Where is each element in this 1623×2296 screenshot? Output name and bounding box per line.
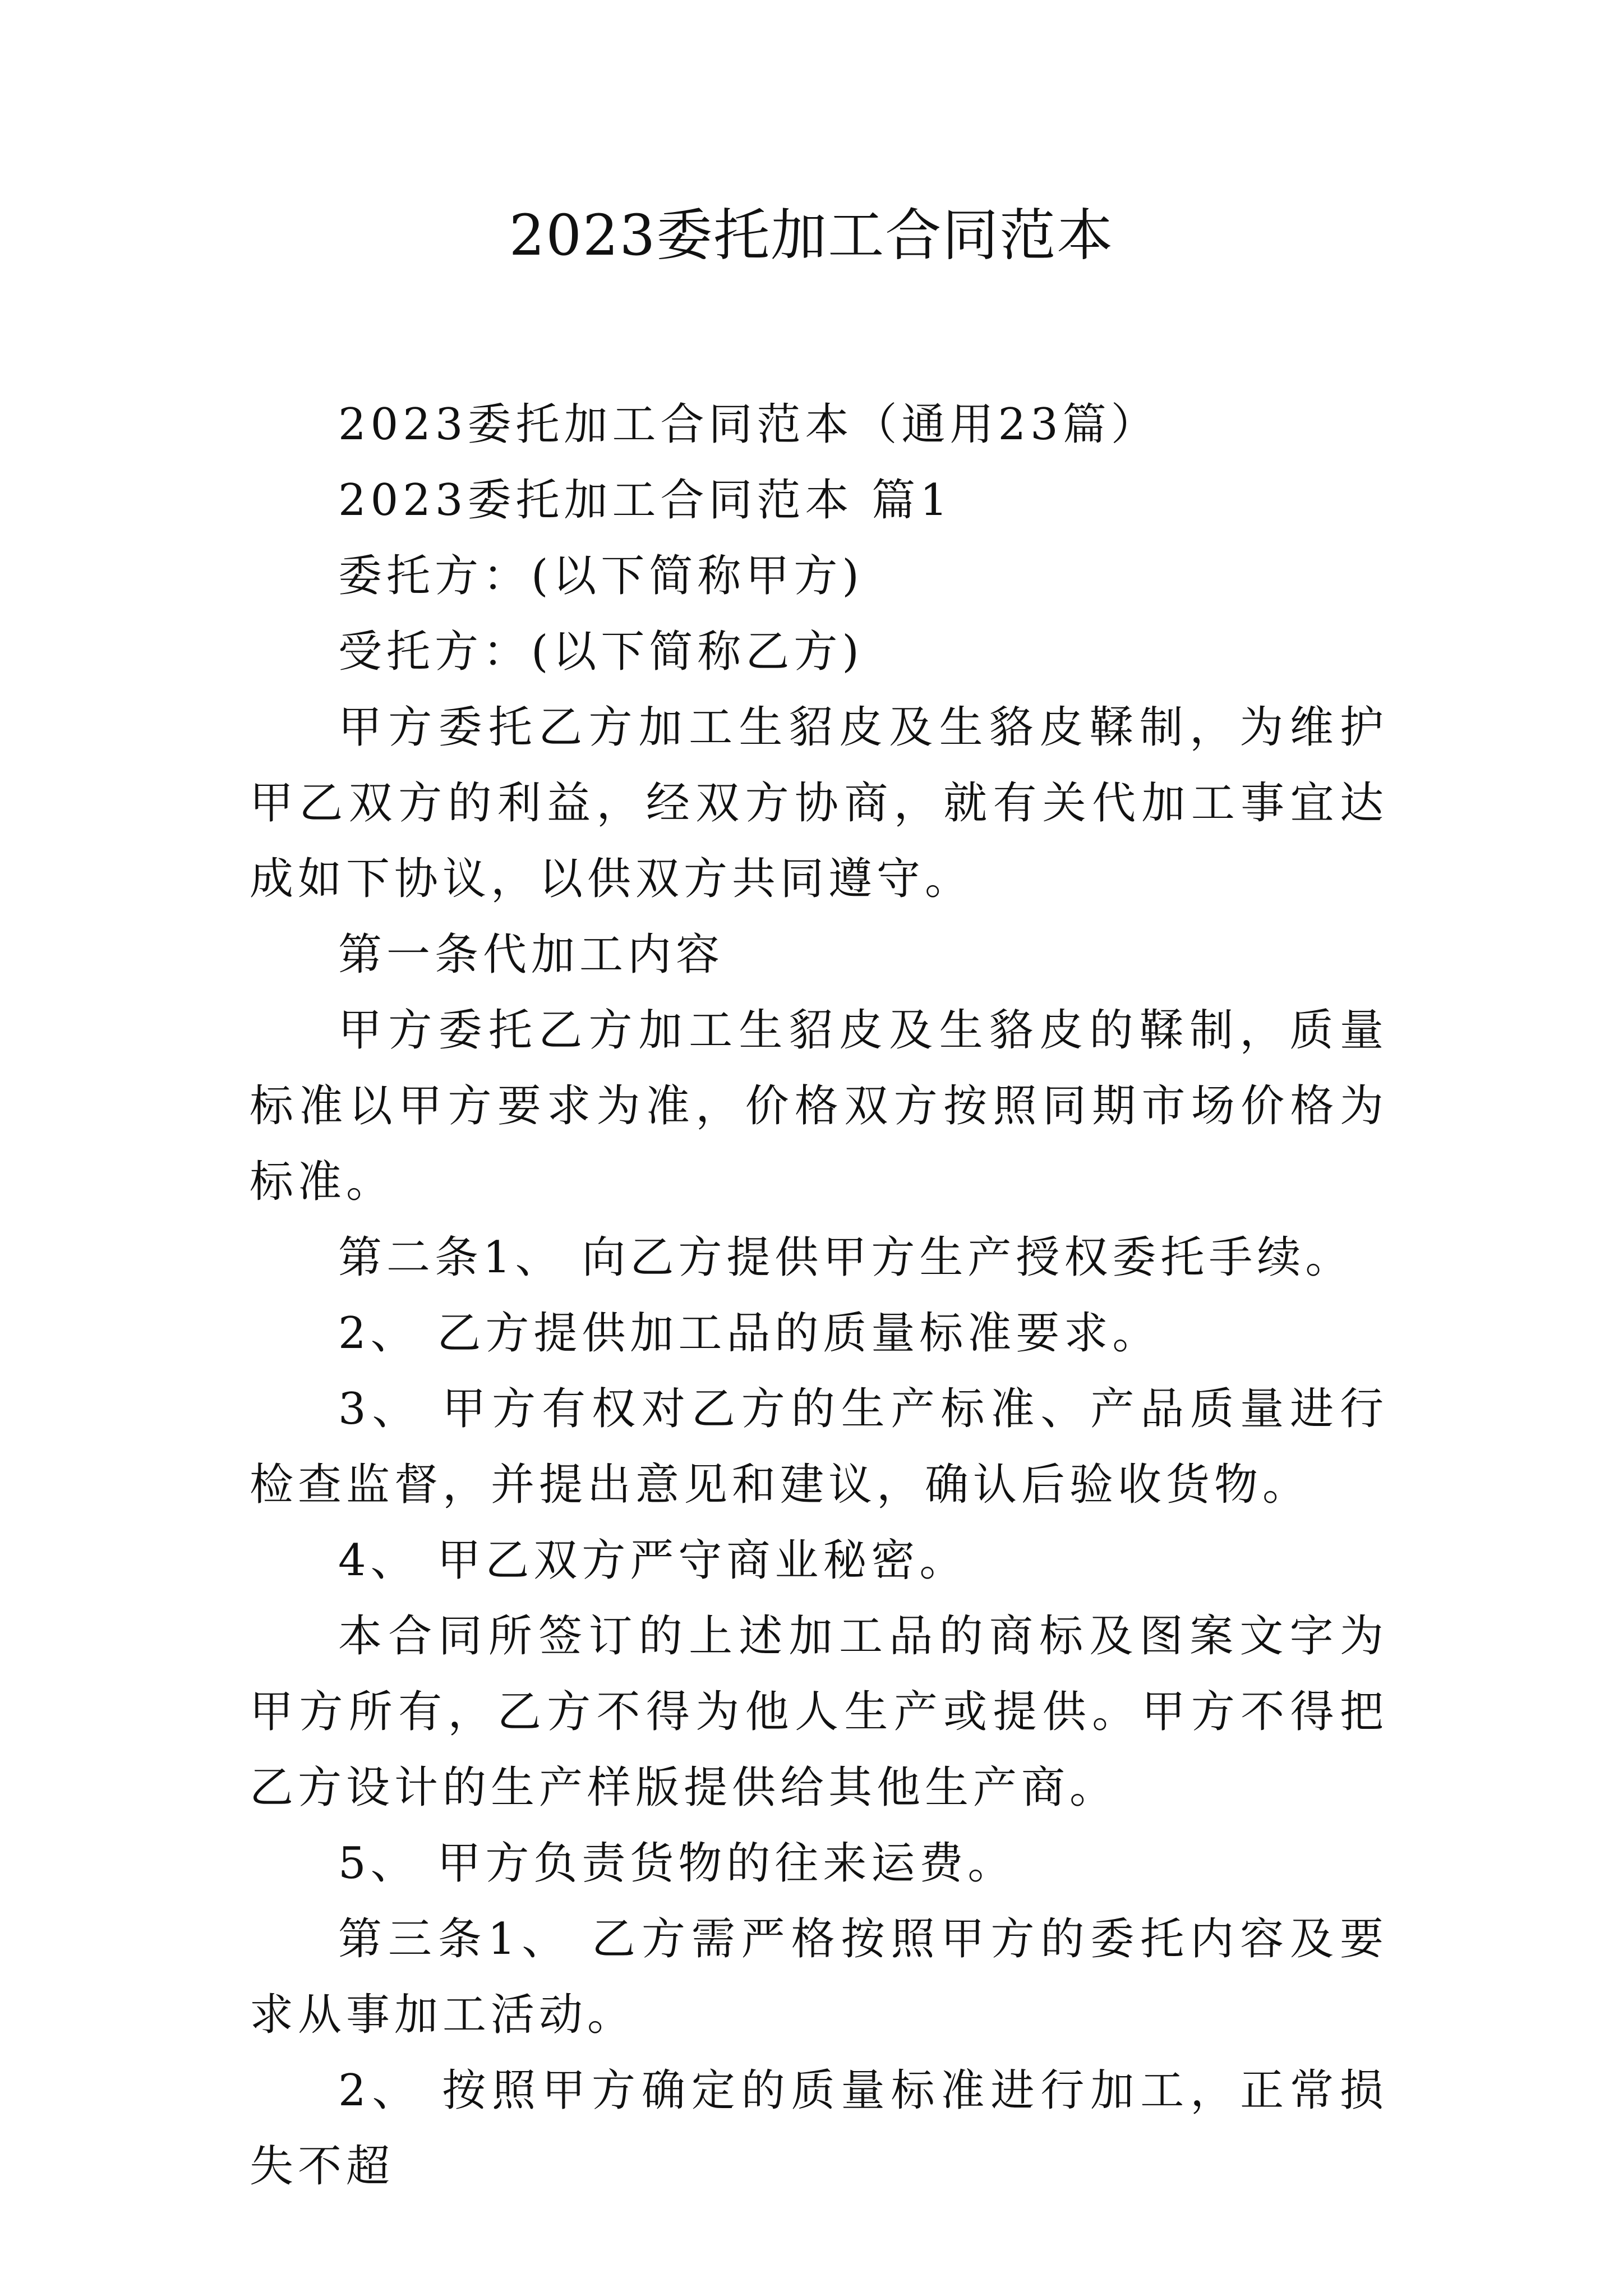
paragraph: 甲方委托乙方加工生貂皮及生貉皮鞣制，为维护甲乙双方的利益，经双方协商，就有关代加工事宜达成如下协议，以供双方共同遵守。 — [250, 702, 1388, 904]
paragraph: 第一条代加工内容 — [338, 930, 725, 980]
paragraph: 委托方：(以下简称甲方) — [338, 551, 864, 601]
paragraph: 2023委托加工合同范本（通用23篇） — [338, 399, 1159, 450]
paragraph: 本合同所签订的上述加工品的商标及图案文字为甲方所有，乙方不得为他人生产或提供。甲方不得把乙方设计的生产样版提供给其他生产商。 — [250, 1611, 1388, 1813]
document-body — [250, 387, 1388, 2205]
paragraph: 3、 甲方有权对乙方的生产标准、产品质量进行检查监督，并提出意见和建议，确认后验收货物。 — [250, 1384, 1388, 1510]
document-title: 2023委托加工合同范本 — [509, 203, 1114, 268]
paragraph: 甲方委托乙方加工生貂皮及生貉皮的鞣制，质量标准以甲方要求为准，价格双方按照同期市场价格为标准。 — [250, 1005, 1388, 1207]
paragraph: 5、 甲方负责货物的往来运费。 — [338, 1838, 1016, 1889]
paragraph: 受托方：(以下简称乙方) — [338, 627, 864, 677]
paragraph: 第三条1、 乙方需严格按照甲方的委托内容及要求从事加工活动。 — [250, 1914, 1388, 2040]
paragraph: 2、 乙方提供加工品的质量标准要求。 — [338, 1308, 1161, 1359]
paragraph: 2、 按照甲方确定的质量标准进行加工，正常损失不超 — [250, 2065, 1388, 2192]
paragraph: 第二条1、 向乙方提供甲方生产授权委托手续。 — [338, 1232, 1354, 1283]
paragraph: 2023委托加工合同范本 篇1 — [338, 475, 952, 526]
paragraph: 4、 甲乙双方严守商业秘密。 — [338, 1535, 968, 1586]
